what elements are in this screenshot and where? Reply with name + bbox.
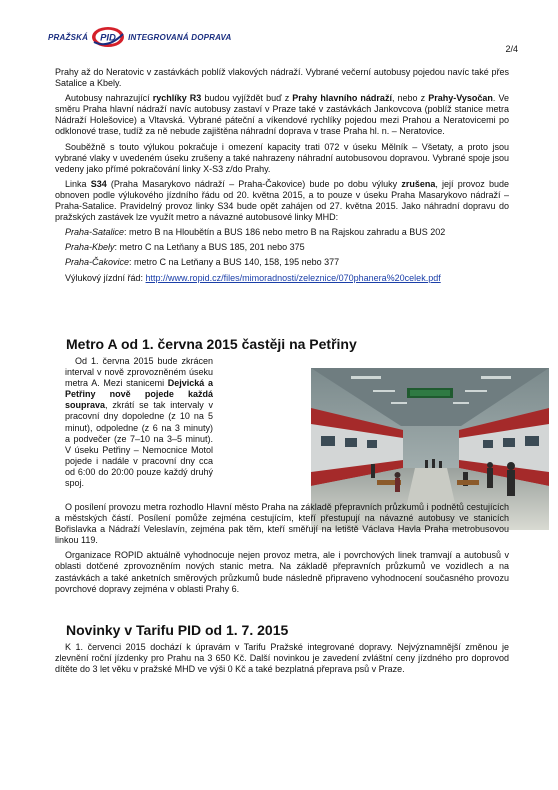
logo-pid-text: PID xyxy=(100,32,116,44)
section-heading-metro: Metro A od 1. června 2015 častěji na Petřiny xyxy=(66,336,357,352)
logo-text-right: INTEGROVANÁ DOPRAVA xyxy=(128,32,232,42)
section-metro-continued xyxy=(55,502,509,595)
timetable-link[interactable]: http://www.ropid.cz/files/mimoradnosti/zeleznice/070phanera%20celek.pdf xyxy=(145,272,441,283)
route-item: Praha-Kbely: metro C na Letňany a BUS 185, 201 nebo 375 xyxy=(65,242,305,253)
paragraph: Prahy až do Neratovic v zastávkách poblíž vlakových nádraží. Vybrané večerní autobusy pojedou navíc také přes Satalice a Kbely. xyxy=(55,67,509,89)
route-item: Praha-Čakovice: metro C na Letňany a BUS 140, 158, 195 nebo 377 xyxy=(65,257,340,268)
section-tariff xyxy=(55,642,509,675)
logo-text-left: PRAŽSKÁ xyxy=(48,32,89,42)
paragraph: Linka S34 (Praha Masarykovo nádraží – Praha-Čakovice) bude po dobu výluky zrušena, její provoz bude obnoven podle výlukového jízdního řádu od 20. května 2015, a to pouze v úseku Praha Masarykovo nádraží – Praha-Satalice. Pravidelný provoz linky S34 bude opět zahájen od 27. května 2015. Jako náhradní dopravu do pražských zastávek lze využít metro a návazné autobusové linky MHD: xyxy=(55,178,509,223)
pid-logo xyxy=(48,22,231,52)
pid-logo-icon xyxy=(91,26,125,48)
section-railway-closure xyxy=(55,67,509,284)
paragraph: Od 1. června 2015 bude zkrácen interval v nově zprovozněném úseku metra A. Mezi stanicemi Dejvická a Petřiny nově pojede každá souprava, zkrátí se tak intervaly v pracovní dny dopoledne (z 10 na 5 minut), odpoledne (z 6 na 3 minuty) a podvečer (ze 7–10 na 3–5 minut). V úseku Petřiny – Nemocnice Motol pojede i nadále v pracovní dny cca od 6:00 do 20:00 pouze každý druhý spoj. xyxy=(65,356,213,489)
paragraph: Organizace ROPID aktuálně vyhodnocuje nejen provoz metra, ale i povrchových linek tramvají a autobusů v oblasti dotčené zprovozněním nových stanic metra. Na základě přepravních průzkumů ve vozidlech a na zastávkách a také anketních směrových průzkumů bude následně připraveno vyhodnocení současného provozu povrchové dopravy zejména v oblasti Prahy 6. xyxy=(55,550,509,594)
paragraph: Autobusy nahrazující rychlíky R3 budou vyjíždět buď z Prahy hlavního nádraží, nebo z Prahy-Vysočan. Ve směru Praha hlavní nádraží navíc autobusy zastaví v Praze také v zastávkách Jankovcova (poblíž stanice metra Nádraží Holešovice) a Vltavská. Vybrané páteční a víkendové rychlíky pojedou mezi Prahou a Neratovicemi po odklonové trase, tudíž za ně nebude zajištěna náhradní doprava v trase Praha hl. n. – Neratovice. xyxy=(55,93,509,137)
section-heading-tariff: Novinky v Tarifu PID od 1. 7. 2015 xyxy=(66,622,289,638)
route-item: Praha-Satalice: metro B na Hloubětín a BUS 186 nebo metro B na Rajskou zahradu a BUS 202 xyxy=(65,227,446,238)
page-number: 2/4 xyxy=(505,44,518,54)
paragraph: K 1. červenci 2015 dochází k úpravám v Tarifu Pražské integrované dopravy. Nejvýznamnější změnou je zlevnění roční jízdenky pro Prahu na 3 650 Kč. Další novinkou je zavedení zvláštní ceny jízdného pro doprovod dítěte do 3 let věku v pražské MHD ve výši 0 Kč a také bezplatná přeprava psů v Praze. xyxy=(55,642,509,675)
paragraph: Souběžně s touto výlukou pokračuje i omezení kapacity trati 072 v úseku Mělník – Všetaty, a proto jsou vybrané vlaky v uvedeném úseku zrušeny a také nahrazeny náhradní autobusovou dopravou. Vybrané spoje jsou vedeny jako přímé pokračování linky X-S3 z/do Prahy. xyxy=(55,141,509,174)
paragraph: O posílení provozu metra rozhodlo Hlavní město Praha na základě přepravních průzkumů i podnětů cestujících a městských částí. Posílení pomůže zejména cestujícím, kteří přestupují na návazné autobusy ve stanicích Bořislavka a Nádraží Veleslavín, zejména pak těm, kteří směřují na letiště Václava Havla Praha metrobusovou linkou 119. xyxy=(55,502,509,546)
timetable-line: Výlukový jízdní řád: http://www.ropid.cz/files/mimoradnosti/zeleznice/070phanera%20celek.pdf xyxy=(65,272,441,283)
metro-intro-column xyxy=(65,356,213,489)
page-header xyxy=(48,22,518,52)
